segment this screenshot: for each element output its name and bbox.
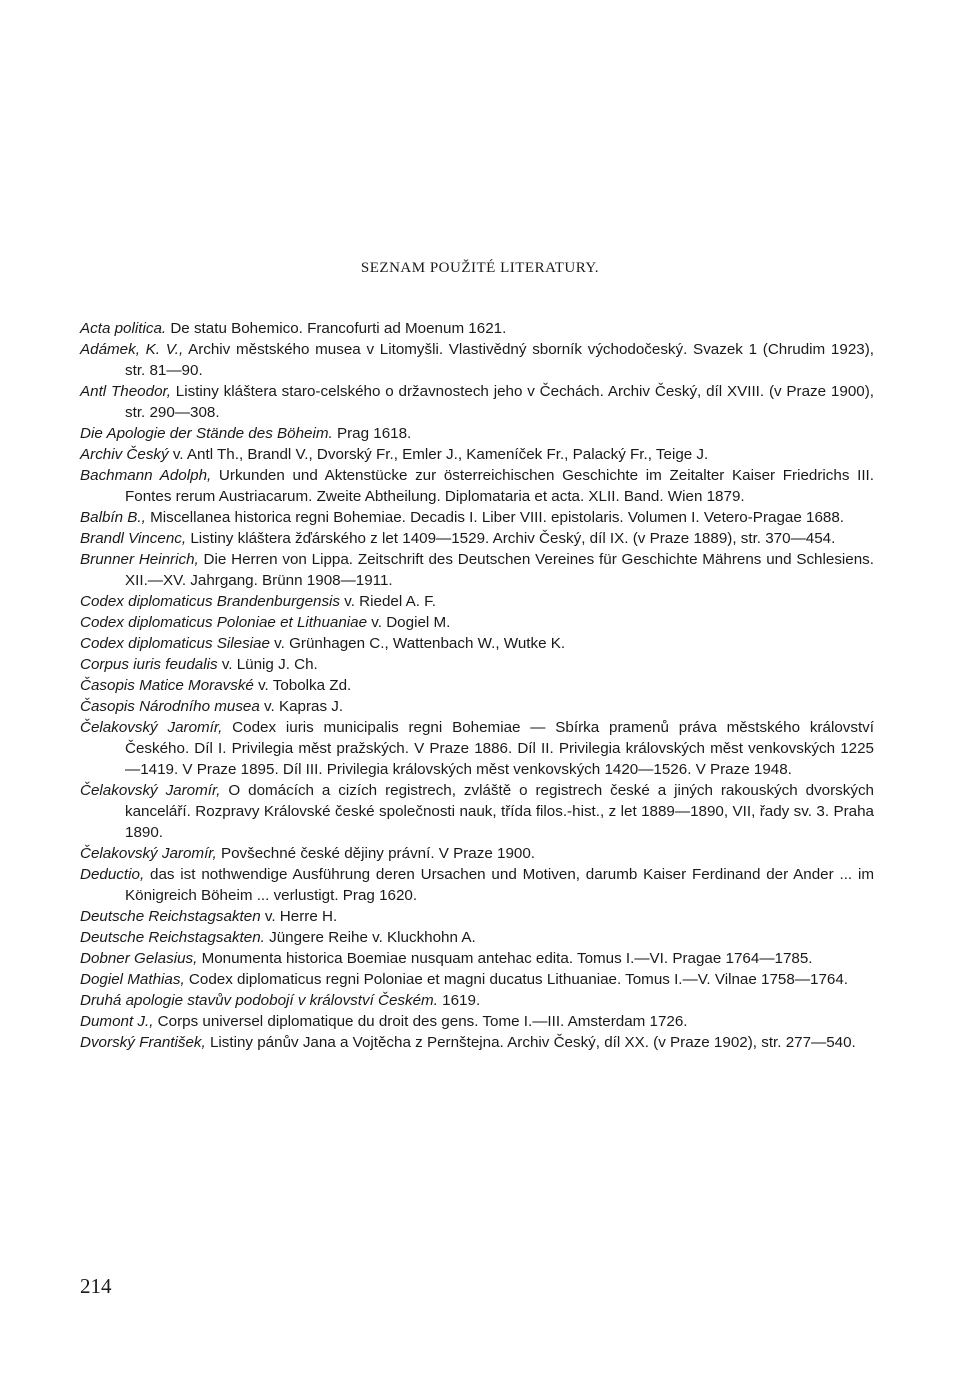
- bibliography-entry: [80, 528, 874, 549]
- entry-text: Urkunden und Aktenstücke zur österreichischen Geschichte im Zeitalter Kaiser Friedrichs III. Fontes rerum Austriacarum. Zweite Abtheilung. Diplomataria et acta. XLII. Band. Wien 1879.: [125, 467, 875, 505]
- bibliography-entry: [80, 717, 874, 780]
- entry-author: Časopis Matice Moravské: [80, 677, 254, 694]
- entry-author: Adámek, K. V.,: [80, 341, 184, 358]
- entry-author: Codex diplomaticus Poloniae et Lithuaniae: [80, 614, 368, 631]
- entry-text: Listiny kláštera staro-celského o državnostech jeho v Čechách. Archiv Český, díl XVIII. (v Praze 1900), str. 290—308.: [125, 383, 874, 421]
- entry-text: v. Lünig J. Ch.: [217, 656, 318, 673]
- bibliography-entry: [80, 1011, 874, 1032]
- entry-text: Die Herren von Lippa. Zeitschrift des Deutschen Vereines für Geschichte Mährens und Schlesiens. XII.—XV. Jahrgang. Brünn 1908—1911.: [125, 551, 874, 589]
- entry-author: Corpus iuris feudalis: [80, 656, 218, 673]
- bibliography-entry: [80, 948, 874, 969]
- entry-text: De statu Bohemico. Francofurti ad Moenum 1621.: [166, 320, 507, 337]
- bibliography-entry: [80, 696, 874, 717]
- bibliography-entry: [80, 549, 874, 591]
- bibliography-entry: [80, 591, 874, 612]
- entry-author: Deutsche Reichstagsakten.: [80, 929, 265, 946]
- page-title: SEZNAM POUŽITÉ LITERATURY.: [360, 260, 600, 276]
- entry-author: Čelakovský Jaromír,: [80, 845, 217, 862]
- bibliography-entry: [80, 843, 874, 864]
- entry-text: v. Riedel A. F.: [340, 593, 436, 610]
- bibliography-entry: [80, 864, 874, 906]
- bibliography-list: [80, 318, 874, 1053]
- bibliography-entry: [80, 675, 874, 696]
- entry-text: Prag 1618.: [332, 425, 412, 442]
- entry-text: O domácích a cizích registrech, zvláště o registrech české a jiných rakouských dvorských kanceláří. Rozpravy Královské české společnosti nauk, třída filos.-hist., z let 1889—1890, VII, řady sv. 3. Praha 1890.: [125, 782, 874, 841]
- entry-text: v. Herre H.: [260, 908, 338, 925]
- entry-author: Antl Theodor,: [80, 383, 171, 400]
- entry-author: Dogiel Mathias,: [80, 971, 185, 988]
- bibliography-entry: [80, 444, 874, 465]
- entry-author: Dobner Gelasius,: [80, 950, 198, 967]
- entry-author: Deutsche Reichstagsakten: [80, 908, 261, 925]
- entry-author: Čelakovský Jaromír,: [80, 719, 223, 736]
- entry-text: Listiny pánův Jana a Vojtěcha z Pernštejna. Archiv Český, díl XX. (v Praze 1902), str. 277—540.: [205, 1034, 856, 1051]
- entry-text: Codex diplomaticus regni Poloniae et magni ducatus Lithuaniae. Tomus I.—V. Vilnae 1758—1764.: [184, 971, 849, 988]
- entry-author: Archiv Český: [80, 446, 169, 463]
- entry-author: Brandl Vincenc,: [80, 530, 187, 547]
- entry-text: Jüngere Reihe v. Kluckhohn A.: [264, 929, 476, 946]
- bibliography-entry: [80, 465, 874, 507]
- bibliography-entry: [80, 612, 874, 633]
- bibliography-entry: [80, 507, 874, 528]
- bibliography-entry: [80, 318, 874, 339]
- entry-author: Dumont J.,: [80, 1013, 154, 1030]
- bibliography-entry: [80, 990, 874, 1011]
- bibliography-entry: [80, 339, 874, 381]
- entry-author: Codex diplomaticus Silesiae: [80, 635, 270, 652]
- entry-author: Acta politica.: [80, 320, 167, 337]
- entry-text: 1619.: [437, 992, 481, 1009]
- entry-text: Codex iuris municipalis regni Bohemiae — Sbírka pramenů práva městského království Českého. Díl I. Privilegia měst pražských. V Praze 1886. Díl II. Privilegia královských měst venkovských 1225—1419. V Praze 1895. Díl III. Privilegia královských měst venkovských 1420—1526. V Praze 1948.: [125, 719, 874, 778]
- page-number: 214: [80, 1274, 112, 1298]
- entry-text: Listiny kláštera žďárského z let 1409—1529. Archiv Český, díl IX. (v Praze 1889), str. 370—454.: [186, 530, 836, 547]
- entry-author: Dvorský František,: [80, 1034, 206, 1051]
- bibliography-entry: [80, 633, 874, 654]
- entry-text: Archiv městského musea v Litomyšli. Vlastivědný sborník východočeský. Svazek 1 (Chrudim 1923), str. 81—90.: [125, 341, 874, 379]
- entry-author: Bachmann Adolph,: [80, 467, 212, 484]
- entry-author: Balbín B.,: [80, 509, 146, 526]
- bibliography-entry: [80, 969, 874, 990]
- entry-text: Miscellanea historica regni Bohemiae. Decadis I. Liber VIII. epistolaris. Volumen I. Vetero-Pragae 1688.: [145, 509, 845, 526]
- bibliography-entry: [80, 780, 874, 843]
- entry-text: v. Dogiel M.: [367, 614, 451, 631]
- bibliography-entry: [80, 927, 874, 948]
- entry-author: Druhá apologie stavův podobojí v království Českém.: [80, 992, 438, 1009]
- entry-text: Corps universel diplomatique du droit des gens. Tome I.—III. Amsterdam 1726.: [153, 1013, 688, 1030]
- entry-text: v. Antl Th., Brandl V., Dvorský Fr., Emler J., Kameníček Fr., Palacký Fr., Teige J.: [168, 446, 709, 463]
- entry-text: v. Grünhagen C., Wattenbach W., Wutke K.: [269, 635, 566, 652]
- entry-author: Brunner Heinrich,: [80, 551, 199, 568]
- entry-text: v. Kapras J.: [259, 698, 344, 715]
- entry-text: v. Tobolka Zd.: [253, 677, 352, 694]
- bibliography-entry: [80, 381, 874, 423]
- entry-text: Monumenta historica Boemiae nusquam antehac edita. Tomus I.—VI. Pragae 1764—1785.: [197, 950, 813, 967]
- entry-author: Časopis Národního musea: [80, 698, 260, 715]
- bibliography-entry: [80, 654, 874, 675]
- bibliography-entry: [80, 423, 874, 444]
- entry-author: Codex diplomaticus Brandenburgensis: [80, 593, 341, 610]
- entry-text: Povšechné české dějiny právní. V Praze 1900.: [216, 845, 536, 862]
- bibliography-entry: [80, 1032, 874, 1053]
- entry-author: Deductio,: [80, 866, 145, 883]
- entry-author: Čelakovský Jaromír,: [80, 782, 221, 799]
- bibliography-entry: [80, 906, 874, 927]
- entry-text: das ist nothwendige Ausführung deren Ursachen und Motiven, darumb Kaiser Ferdinand der Ander ... im Königreich Böheim ... verlustigt. Prag 1620.: [125, 866, 874, 904]
- entry-author: Die Apologie der Stände des Böheim.: [80, 425, 333, 442]
